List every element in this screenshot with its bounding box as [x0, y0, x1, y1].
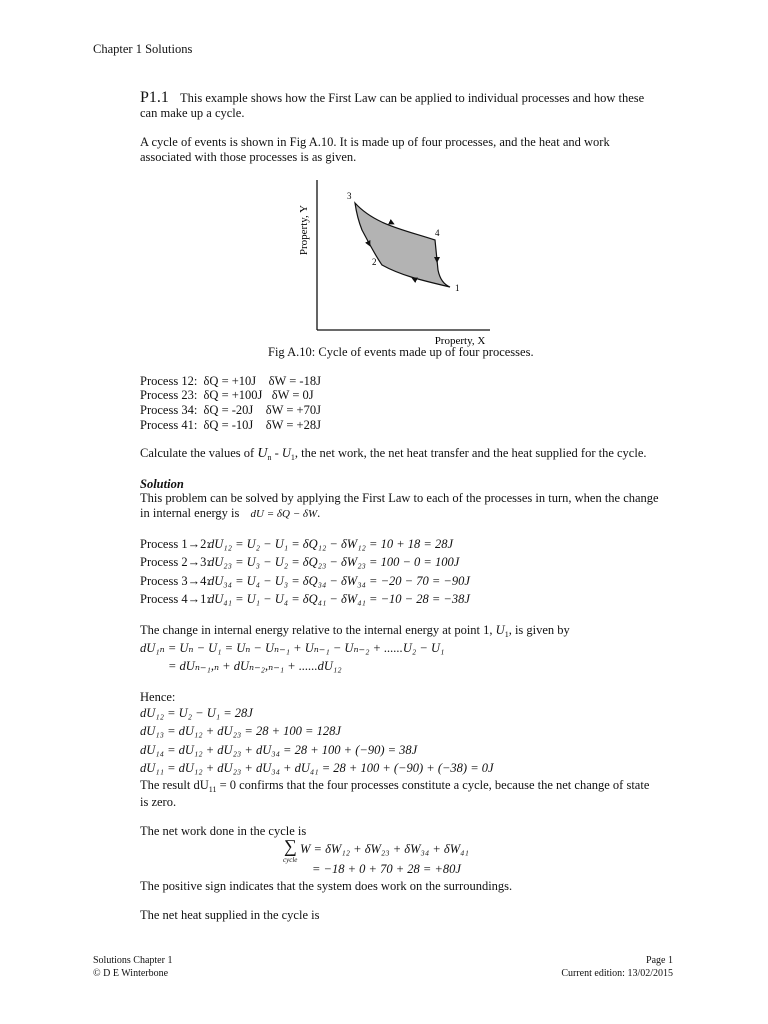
sum-symbol: ∑: [284, 836, 297, 856]
problem-intro: [140, 90, 644, 106]
general-eq-1: dU₁ₙ = Uₙ − U₁ = Uₙ − Uₙ₋₁ + Uₙ₋₁ − Uₙ₋₂ + ......U₂ − U₁: [140, 641, 445, 655]
intro-line2: can make up a cycle.: [140, 106, 245, 120]
arrow-34: [390, 222, 392, 223]
footer-page: Page 1: [646, 955, 673, 966]
cycle-region: [355, 203, 450, 287]
hence-eq-13: dU₁₃ = dU₁₂ + dU₂₃ = 28 + 100 = 128J: [140, 724, 341, 738]
step-41: Process 4→1: dU₄₁ = U₁ − U₄ = δQ₄₁ − δW₄₁ = −10 − 28 = −38J: [140, 592, 470, 606]
y-axis-label: Property, Y: [298, 204, 310, 256]
positive-sign-line: The positive sign indicates that the system does work on the surroundings.: [140, 879, 513, 893]
general-eq-2: = dUₙ₋₁,ₙ + dUₙ₋₂,ₙ₋₁ + ......dU₁₂: [168, 659, 342, 673]
net-heat-line: The net heat supplied in the cycle is: [140, 908, 320, 922]
sum-label: cycle: [283, 856, 298, 864]
hence-label: Hence:: [140, 690, 176, 704]
hence-eq-11: dU₁₁ = dU₁₂ + dU₂₃ + dU₃₄ + dU₄₁ = 28 + 100 + (−90) + (−38) = 0J: [140, 761, 494, 775]
work-eq-2: = −18 + 0 + 70 + 28 = +80J: [312, 862, 461, 876]
process-34: Process 34: δQ = -20J δW = +70J: [140, 403, 321, 417]
change-line: The change in internal energy relative to the internal energy at point 1, $U_1$, is given by: [140, 623, 570, 639]
page-header: Chapter 1 Solutions: [93, 42, 193, 56]
net-work-line: The net work done in the cycle is: [140, 824, 307, 838]
hence-eq-14: dU₁₄ = dU₁₂ + dU₂₃ + dU₃₄ = 28 + 100 + (−90) = 38J: [140, 743, 418, 757]
calc-line: Calculate the values of $U_n - U_1$, the net work, the net heat transfer and the heat supplied for the cycle.: [140, 446, 647, 462]
process-12: Process 12: δQ = +10J δW = -18J: [140, 374, 321, 388]
step-23: Process 2→3: dU₂₃ = U₃ − U₂ = δQ₂₃ − δW₂₃ = 100 − 0 = 100J: [140, 555, 460, 569]
step-34: Process 3→4: dU₃₄ = U₄ − U₃ = δQ₃₄ − δW₃₄ = −20 − 70 = −90J: [140, 574, 470, 588]
x-axis-label: Property, X: [434, 335, 486, 347]
footer-left-1: Solutions Chapter 1: [93, 955, 173, 966]
point-1: 1: [455, 283, 460, 293]
solution-line2: in internal energy is dU = δQ − δW.: [140, 506, 321, 520]
cycle-line2: associated with those processes is as given.: [140, 150, 357, 164]
cycle-line1: A cycle of events is shown in Fig A.10. It is made up of four processes, and the heat and work: [140, 135, 610, 149]
solution-heading: Solution: [140, 477, 184, 491]
arrow-12: [414, 279, 416, 280]
figure-caption: Fig A.10: Cycle of events made up of four processes.: [268, 345, 534, 359]
point-3: 3: [347, 191, 352, 201]
work-eq-1: W = δW₁₂ + δW₂₃ + δW₃₄ + δW₄₁: [300, 842, 469, 856]
process-41: Process 41: δQ = -10J δW = +28J: [140, 418, 321, 432]
solution-line1: This problem can be solved by applying the First Law to each of the processes in turn, when the change: [140, 491, 659, 505]
result-line2: is zero.: [140, 795, 177, 809]
footer-left-2: © D E Winterbone: [93, 968, 169, 979]
problem-number: P1.1: [140, 89, 169, 106]
footer-edition: Current edition: 13/02/2015: [561, 968, 673, 979]
process-23: Process 23: δQ = +100J δW = 0J: [140, 388, 314, 402]
point-4: 4: [435, 228, 440, 238]
result-line1: The result $dU_{11} = 0$ confirms that the four processes constitute a cycle, because the net change of state: [140, 778, 650, 794]
point-2: 2: [372, 257, 377, 267]
cycle-figure: [290, 170, 510, 350]
step-12: Process 1→2: dU₁₂ = U₂ − U₁ = δQ₁₂ − δW₁₂ = 10 + 18 = 28J: [140, 537, 454, 551]
intro-line1: This example shows how the First Law can be applied to individual processes and how these: [180, 91, 645, 105]
hence-eq-12: dU₁₂ = U₂ − U₁ = 28J: [140, 706, 253, 720]
